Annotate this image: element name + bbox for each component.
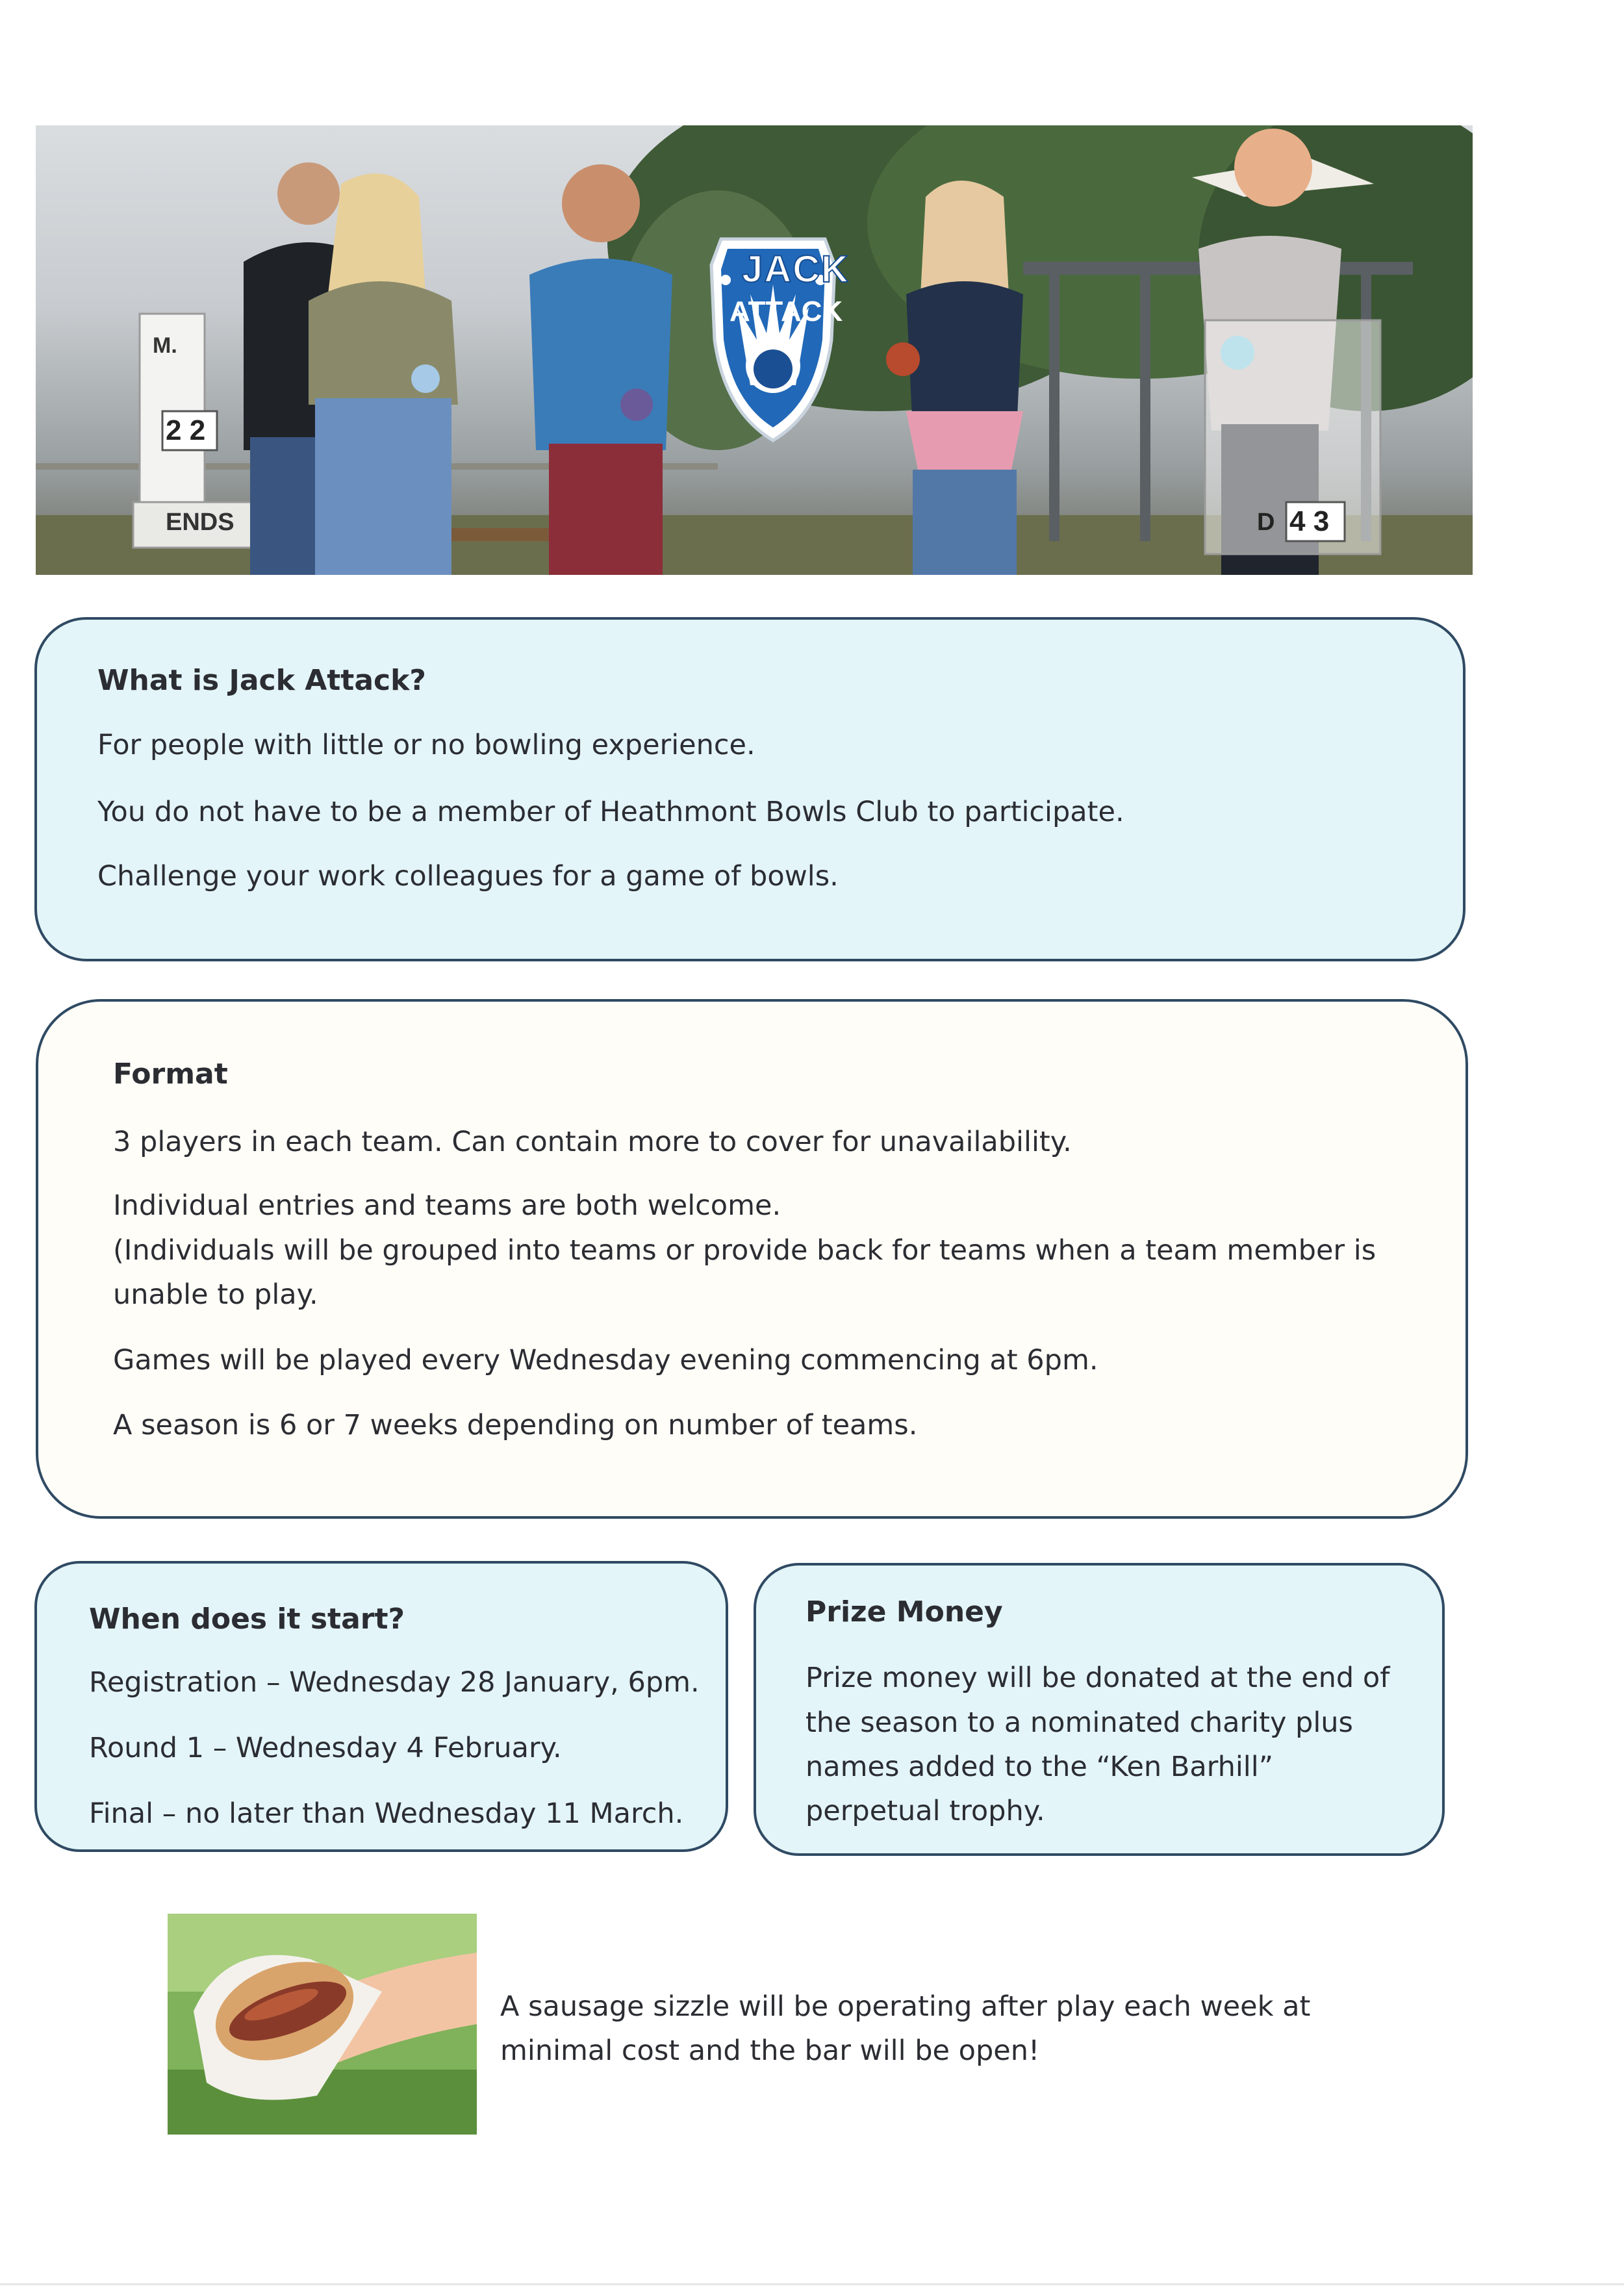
start-heading: When does it start? <box>89 1603 405 1636</box>
prize-heading: Prize Money <box>806 1595 1003 1629</box>
prize-line-3: names added to the “Ken Barhill” <box>806 1751 1273 1783</box>
sausage-illustration <box>168 1914 477 2135</box>
left-scoreboard-ends: ENDS <box>166 509 235 536</box>
logo-title-jack: JACK <box>742 248 850 290</box>
prize-line-1: Prize money will be donated at the end of <box>806 1662 1390 1694</box>
right-scoreboard-score: 4 3 <box>1289 505 1330 537</box>
prize-money-box <box>754 1563 1445 1856</box>
logo-title-attack: ATTACK <box>730 296 843 327</box>
sausage-sizzle-text: A sausage sizzle will be operating after play each week at minimal cost and the bar will be open! <box>500 1990 1311 2067</box>
start-line-final: Final – no later than Wednesday 11 March. <box>89 1797 684 1830</box>
sausage-sizzle-photo <box>168 1914 477 2135</box>
prize-line-2: the season to a nominated charity plus <box>806 1706 1353 1739</box>
page-bottom-divider <box>0 2283 1624 2285</box>
format-box <box>36 999 1468 1519</box>
format-line-2: Individual entries and teams are both welcome. <box>113 1189 781 1222</box>
what-heading: What is Jack Attack? <box>97 664 426 697</box>
format-line-3: (Individuals will be grouped into teams or provide back for teams when a team member is <box>113 1234 1377 1267</box>
banner-photo <box>36 125 1473 575</box>
left-scoreboard-label: M. <box>153 333 177 358</box>
when-does-it-start-box <box>34 1561 728 1852</box>
format-line-5: Games will be played every Wednesday evening commencing at 6pm. <box>113 1344 1098 1376</box>
what-line-2: You do not have to be a member of Heathmont Bowls Club to participate. <box>97 796 1124 828</box>
banner-illustration <box>36 125 1473 575</box>
prize-line-4: perpetual trophy. <box>806 1795 1045 1827</box>
right-scoreboard-mark: D <box>1257 509 1275 536</box>
start-line-registration: Registration – Wednesday 28 January, 6pm. <box>89 1666 700 1699</box>
what-is-jack-attack-box <box>34 617 1465 961</box>
format-heading: Format <box>113 1058 228 1091</box>
what-line-1: For people with little or no bowling experience. <box>97 729 755 761</box>
what-line-3: Challenge your work colleagues for a game of bowls. <box>97 860 839 893</box>
format-line-1: 3 players in each team. Can contain more to cover for unavailability. <box>113 1126 1072 1158</box>
start-line-round-1: Round 1 – Wednesday 4 February. <box>89 1732 562 1764</box>
format-line-6: A season is 6 or 7 weeks depending on number of teams. <box>113 1409 918 1441</box>
left-scoreboard-score: 2 2 <box>166 414 206 446</box>
format-line-4: unable to play. <box>113 1278 318 1311</box>
